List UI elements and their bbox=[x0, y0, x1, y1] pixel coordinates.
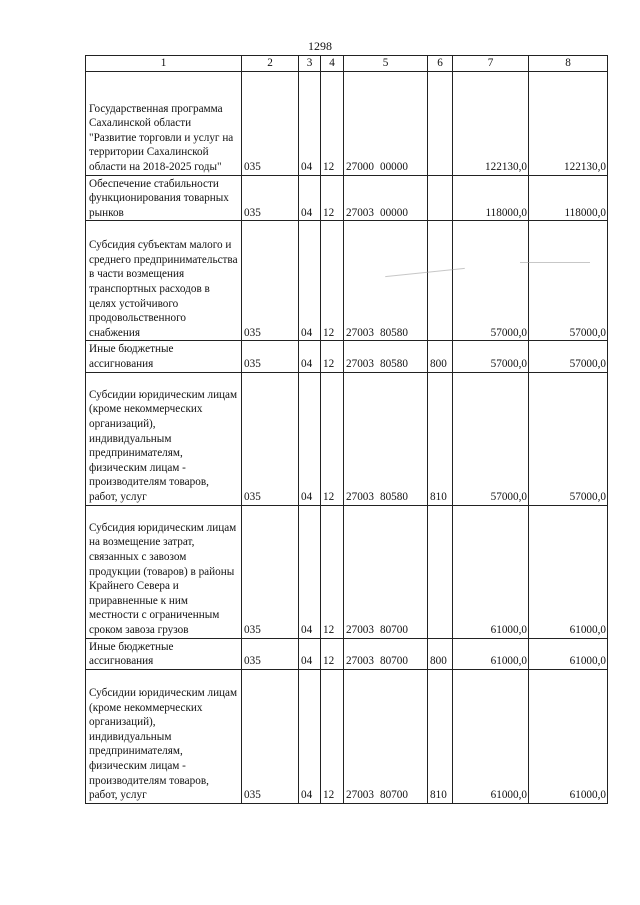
direction-code: 80700 bbox=[379, 623, 408, 636]
subsection-code: 12 bbox=[321, 341, 344, 372]
program-code: 27003 bbox=[346, 789, 374, 802]
target-article-code bbox=[344, 221, 428, 341]
expense-type-code bbox=[428, 221, 453, 341]
direction-code: 00000 bbox=[379, 161, 408, 173]
ministry-code: 035 bbox=[242, 372, 299, 505]
amount-col7: 118000,0 bbox=[453, 175, 529, 221]
item-name: Обеспечение стабильности функционирования товарных рынков bbox=[86, 175, 242, 221]
table-row bbox=[86, 505, 608, 638]
column-header: 2 bbox=[242, 56, 299, 72]
program-code: 27000 bbox=[346, 161, 374, 173]
section-code: 04 bbox=[299, 669, 321, 803]
amount-col8: 57000,0 bbox=[529, 372, 608, 505]
program-code: 27003 bbox=[346, 655, 374, 668]
ministry-code: 035 bbox=[242, 175, 299, 221]
ministry-code: 035 bbox=[242, 669, 299, 803]
amount-col8: 61000,0 bbox=[529, 505, 608, 638]
amount-col7: 61000,0 bbox=[453, 638, 529, 669]
program-code: 27003 bbox=[346, 623, 374, 636]
section-code: 04 bbox=[299, 638, 321, 669]
subsection-code: 12 bbox=[321, 71, 344, 175]
direction-code: 00000 bbox=[379, 206, 408, 219]
column-header: 3 bbox=[299, 56, 321, 72]
subsection-code: 12 bbox=[321, 175, 344, 221]
column-header: 4 bbox=[321, 56, 344, 72]
column-number-row bbox=[86, 56, 608, 72]
amount-col8: 61000,0 bbox=[529, 638, 608, 669]
table-row bbox=[86, 71, 608, 175]
section-code: 04 bbox=[299, 505, 321, 638]
target-article-code bbox=[344, 638, 428, 669]
amount-col8: 57000,0 bbox=[529, 341, 608, 372]
column-header: 6 bbox=[428, 56, 453, 72]
target-article-code bbox=[344, 341, 428, 372]
expense-type-code: 800 bbox=[428, 341, 453, 372]
direction-code: 80700 bbox=[379, 789, 408, 802]
table-row bbox=[86, 221, 608, 341]
item-name: Субсидия субъектам малого и среднего предпринимательства в части возмещения транспортных расходов в целях устойчивого продовольственного снабжения bbox=[86, 221, 242, 341]
expense-type-code bbox=[428, 505, 453, 638]
expense-type-code: 800 bbox=[428, 638, 453, 669]
table-row bbox=[86, 175, 608, 221]
column-header: 8 bbox=[529, 56, 608, 72]
section-code: 04 bbox=[299, 71, 321, 175]
subsection-code: 12 bbox=[321, 638, 344, 669]
table-row bbox=[86, 372, 608, 505]
target-article-code bbox=[344, 669, 428, 803]
direction-code: 80580 bbox=[379, 326, 408, 339]
program-code: 27003 bbox=[346, 490, 374, 503]
program-code: 27003 bbox=[346, 326, 374, 339]
direction-code: 80580 bbox=[379, 490, 408, 503]
ministry-code: 035 bbox=[242, 638, 299, 669]
amount-col7: 57000,0 bbox=[453, 341, 529, 372]
section-code: 04 bbox=[299, 372, 321, 505]
budget-table bbox=[85, 55, 608, 804]
ministry-code: 035 bbox=[242, 341, 299, 372]
item-name: Иные бюджетные ассигнования bbox=[86, 341, 242, 372]
column-header: 1 bbox=[86, 56, 242, 72]
item-name: Субсидия юридическим лицам на возмещение затрат, связанных с завозом продукции (товаров) в районы Крайнего Севера и приравненные к ним местности с ограниченным сроком завоза грузов bbox=[86, 505, 242, 638]
column-header: 7 bbox=[453, 56, 529, 72]
subsection-code: 12 bbox=[321, 372, 344, 505]
direction-code: 80580 bbox=[379, 357, 408, 370]
table-row bbox=[86, 638, 608, 669]
ministry-code: 035 bbox=[242, 71, 299, 175]
ministry-code: 035 bbox=[242, 505, 299, 638]
item-name: Субсидии юридическим лицам (кроме некоммерческих организаций), индивидуальным предпринимателям, физическим лицам - производителям товаров, работ, услуг bbox=[86, 669, 242, 803]
amount-col7: 57000,0 bbox=[453, 372, 529, 505]
amount-col8: 61000,0 bbox=[529, 669, 608, 803]
table-row bbox=[86, 341, 608, 372]
amount-col7: 61000,0 bbox=[453, 669, 529, 803]
scan-mark bbox=[520, 262, 590, 263]
section-code: 04 bbox=[299, 341, 321, 372]
column-header: 5 bbox=[344, 56, 428, 72]
subsection-code: 12 bbox=[321, 221, 344, 341]
program-code: 27003 bbox=[346, 357, 374, 370]
amount-col7: 61000,0 bbox=[453, 505, 529, 638]
section-code: 04 bbox=[299, 221, 321, 341]
item-name: Иные бюджетные ассигнования bbox=[86, 638, 242, 669]
item-name: Субсидии юридическим лицам (кроме некоммерческих организаций), индивидуальным предпринимателям, физическим лицам - производителям товаров, работ, услуг bbox=[86, 372, 242, 505]
target-article-code bbox=[344, 505, 428, 638]
direction-code: 80700 bbox=[379, 655, 408, 668]
amount-col7: 122130,0 bbox=[453, 71, 529, 175]
target-article-code bbox=[344, 175, 428, 221]
ministry-code: 035 bbox=[242, 221, 299, 341]
target-article-code bbox=[344, 372, 428, 505]
page-number: 1298 bbox=[308, 39, 332, 53]
table-row bbox=[86, 669, 608, 803]
program-code: 27003 bbox=[346, 206, 374, 219]
amount-col8: 118000,0 bbox=[529, 175, 608, 221]
expense-type-code bbox=[428, 71, 453, 175]
amount-col8: 57000,0 bbox=[529, 221, 608, 341]
subsection-code: 12 bbox=[321, 669, 344, 803]
amount-col8: 122130,0 bbox=[529, 71, 608, 175]
expense-type-code: 810 bbox=[428, 669, 453, 803]
expense-type-code: 810 bbox=[428, 372, 453, 505]
expense-type-code bbox=[428, 175, 453, 221]
subsection-code: 12 bbox=[321, 505, 344, 638]
item-name: Государственная программа Сахалинской области "Развитие торговли и услуг на территории Сахалинской области на 2018-2025 годы" bbox=[86, 71, 242, 175]
section-code: 04 bbox=[299, 175, 321, 221]
amount-col7: 57000,0 bbox=[453, 221, 529, 341]
target-article-code bbox=[344, 71, 428, 175]
